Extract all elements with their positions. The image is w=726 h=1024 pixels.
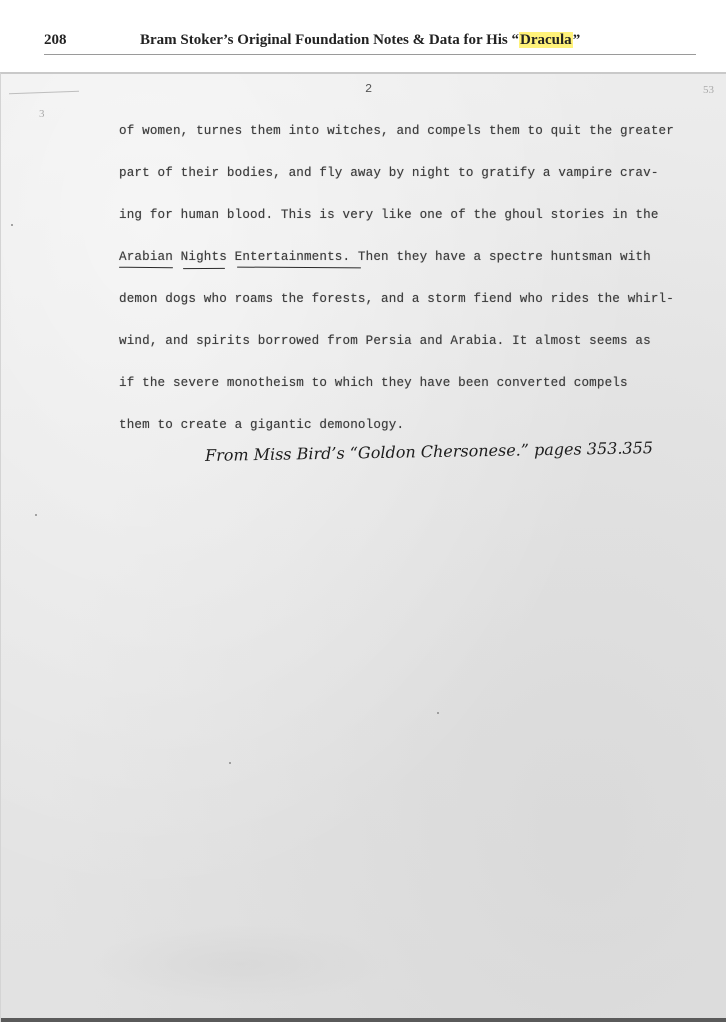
archive-mark-left: 3 bbox=[39, 108, 45, 120]
paper-speck bbox=[35, 514, 37, 516]
handwritten-citation: From Miss Bird’s “Goldon Chersonese.” pages 353.355 bbox=[204, 438, 654, 465]
typed-line: part of their bodies, and fly away by night to gratify a vampire crav- bbox=[119, 166, 659, 180]
underline-arabian bbox=[119, 267, 173, 269]
archive-mark-right: 53 bbox=[703, 84, 714, 96]
fold-mark bbox=[9, 91, 79, 94]
book-header bbox=[44, 30, 696, 55]
typed-line: wind, and spirits borrowed from Persia and Arabia. It almost seems as bbox=[119, 334, 651, 348]
paper-speck bbox=[11, 224, 13, 226]
highlighted-word: Dracula bbox=[520, 32, 572, 48]
paper-stain bbox=[91, 924, 391, 1004]
typed-line: of women, turnes them into witches, and compels them to quit the greater bbox=[119, 124, 674, 138]
running-head bbox=[140, 32, 580, 49]
typed-line: demon dogs who roams the forests, and a storm fiend who rides the whirl- bbox=[119, 292, 674, 306]
underline-nights bbox=[183, 268, 225, 270]
page-number: 208 bbox=[44, 32, 67, 48]
running-head-close-quote: ” bbox=[572, 32, 581, 48]
sheet-number: 2 bbox=[365, 82, 373, 96]
manuscript-scan bbox=[0, 72, 726, 1022]
underline-entertainments bbox=[237, 267, 361, 269]
paper-speck bbox=[229, 762, 231, 764]
typed-line: Arabian Nights Entertainments. Then they have a spectre huntsman with bbox=[119, 250, 651, 264]
typed-line: ing for human blood. This is very like one of the ghoul stories in the bbox=[119, 208, 659, 222]
typed-line: if the severe monotheism to which they have been converted compels bbox=[119, 376, 628, 390]
typed-line: them to create a gigantic demonology. bbox=[119, 418, 405, 432]
running-head-text: Bram Stoker’s Original Foundation Notes & Data for His “ bbox=[140, 32, 520, 48]
paper-speck bbox=[437, 712, 439, 714]
